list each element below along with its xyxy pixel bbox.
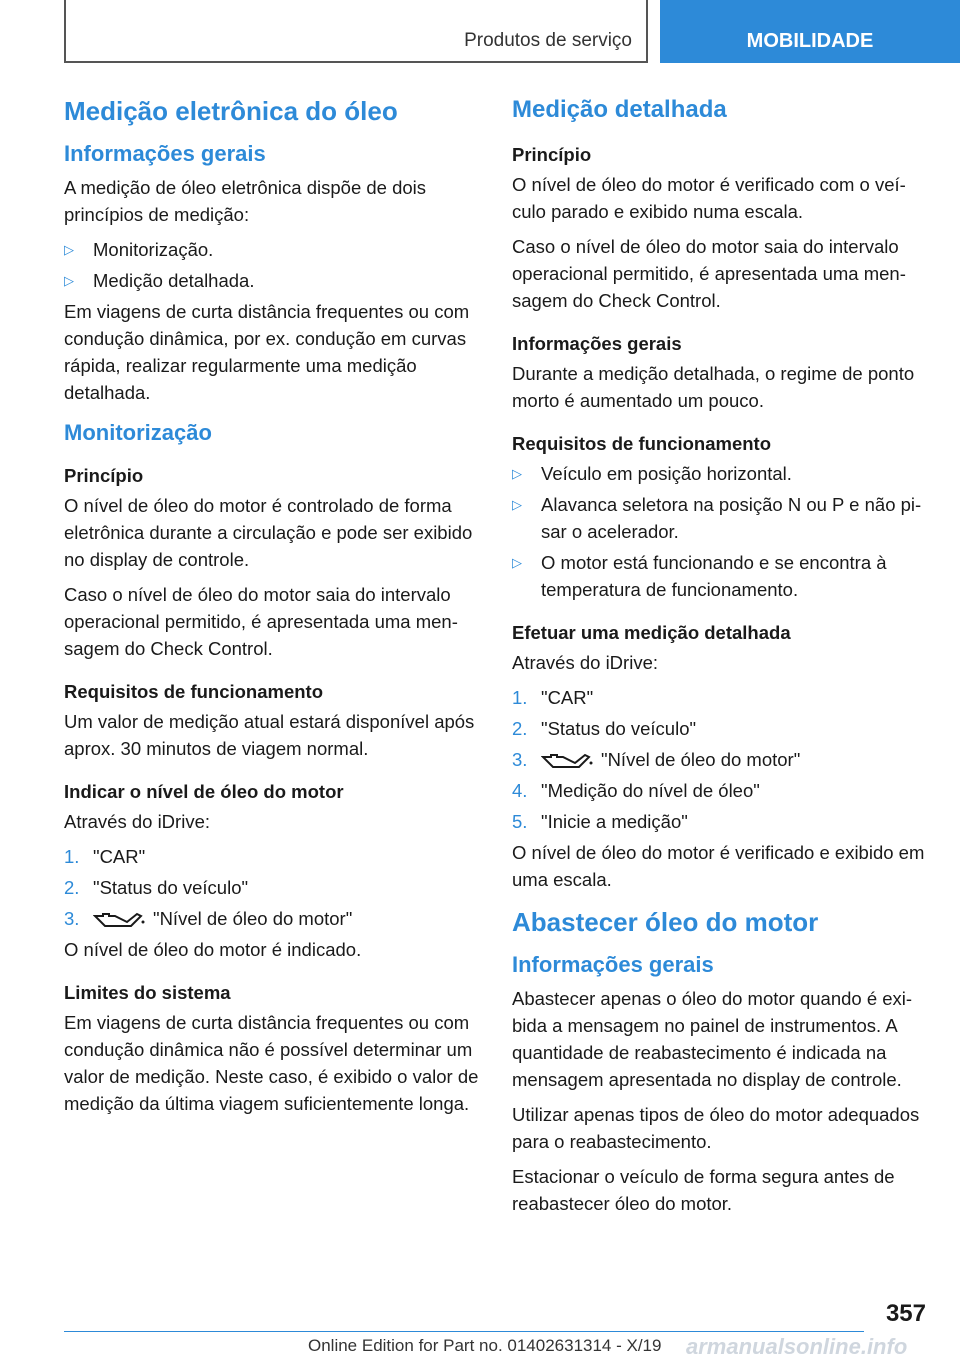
requirements-list (512, 460, 928, 603)
list-item: 4. "Medição do nível de óleo" (512, 779, 760, 801)
section-title-electronic-oil: Medição eletrônica do óleo (64, 96, 398, 126)
heading-requirements: Requisitos de funcionamento (64, 681, 324, 703)
principle-text-2: Caso o nível de óleo do motor saia do intervalo operacional permitido, é apresentada uma mensagem do Check Control. (64, 584, 458, 660)
watermark: armanualsonline.info (686, 1334, 908, 1359)
principle-text: O nível de óleo do motor é controlado de forma eletrônica durante a circulação e pode ser exibido no display de controle. (64, 495, 473, 571)
heading-general-info: Informações gerais (512, 332, 682, 354)
triangle-right-icon: ▷ (512, 496, 522, 512)
indicate-result: O nível de óleo do motor é indicado. (64, 939, 362, 961)
indicate-intro: Através do iDrive: (64, 811, 210, 833)
general-text: A medição de óleo eletrônica dispõe de dois princípios de medição: (64, 176, 427, 225)
section-title-refill-oil: Abastecer óleo do motor (512, 906, 819, 937)
list-item: ▷ Alavanca seletora na posição N ou P e não pisar o acelerador. (512, 491, 928, 545)
heading-principle: Princípio (512, 143, 592, 165)
triangle-right-icon: ▷ (512, 465, 522, 481)
right-column (512, 96, 928, 1225)
oil-can-icon (93, 910, 145, 930)
refill-text-1: Abastecer apenas o óleo do motor quando é exibida a mensagem no painel de instrumentos. A quantidade de reabastecimento é indicada na mensagem apresentada no display de controle. (512, 987, 913, 1090)
page-header (0, 0, 960, 66)
indicate-steps (64, 843, 480, 932)
list-item: ▷ Monitorização. (64, 236, 480, 263)
general-text: Durante a medição detalhada, o regime de ponto morto é aumentado um pouco. (512, 362, 915, 411)
list-item: 1. "CAR" (512, 686, 594, 708)
heading-general-info: Informações gerais (512, 952, 714, 978)
do-intro: Através do iDrive: (512, 651, 658, 673)
limits-text: Em viagens de curta distância frequentes ou com condução dinâmica não é possível determinar um valor de medição. Neste caso, é exibido o valor de medição da última viagem suficientemente longa. (64, 1012, 479, 1115)
header-chapter-tab: MOBILIDADE (660, 0, 960, 63)
list-item: 5. "Inicie a medição" (512, 810, 688, 832)
header-section-box (64, 0, 648, 63)
do-result: O nível de óleo do motor é verificado e exibido em uma escala. (512, 841, 925, 890)
heading-do-detailed: Efetuar uma medição detalhada (512, 621, 791, 643)
list-item: ▷ Veículo em posição horizontal. (512, 460, 928, 487)
list-item: 3. "Nível de óleo do motor" (512, 748, 801, 770)
list-item: ▷ O motor está funcionando e se encontra à temperatura de funcionamento. (512, 549, 928, 603)
heading-indicate-oil: Indicar o nível de óleo do motor (64, 781, 344, 803)
list-item: 2. "Status do veículo" (64, 877, 249, 899)
requirements-text: Um valor de medição atual estará disponível após aprox. 30 minutos de viagem normal. (64, 711, 475, 760)
list-item: 3. "Nível de óleo do motor" (64, 908, 353, 930)
list-item: 2. "Status do veículo" (512, 717, 697, 739)
oil-can-icon (541, 751, 593, 771)
heading-general-info: Informações gerais (64, 141, 266, 167)
heading-requirements: Requisitos de funcionamento (512, 432, 772, 454)
refill-text-2: Utilizar apenas tipos de óleo do motor adequados para o reabastecimento. (512, 1103, 920, 1152)
triangle-right-icon: ▷ (64, 241, 74, 257)
left-column (64, 96, 480, 1125)
heading-principle: Princípio (64, 464, 144, 486)
heading-detailed-measurement: Medição detalhada (512, 96, 727, 123)
heading-monitoring: Monitorização (64, 419, 212, 445)
principle-text: O nível de óleo do motor é verificado com o veículo parado e exibido numa escala. (512, 173, 906, 222)
list-item: 1. "CAR" (64, 846, 146, 868)
footer-edition: Online Edition for Part no. 01402631314 - X/19 (308, 1336, 662, 1355)
triangle-right-icon: ▷ (64, 272, 74, 288)
triangle-right-icon: ▷ (512, 554, 522, 570)
principles-list (64, 236, 480, 294)
heading-system-limits: Limites do sistema (64, 982, 231, 1004)
refill-text-3: Estacionar o veículo de forma segura antes de reabastecer óleo do motor. (512, 1165, 895, 1214)
do-steps (512, 684, 928, 835)
header-section-title: Produtos de serviço (464, 30, 632, 51)
general-note: Em viagens de curta distância frequentes ou com condução dinâmica, por ex. condução em curvas rápida, realizar regularmente uma medição detalhada. (64, 300, 470, 403)
list-item: ▷ Medição detalhada. (64, 267, 480, 294)
footer-divider (64, 1331, 864, 1332)
principle-text-2: Caso o nível de óleo do motor saia do intervalo operacional permitido, é apresentada uma mensagem do Check Control. (512, 235, 906, 311)
page-number: 357 (885, 1300, 926, 1327)
